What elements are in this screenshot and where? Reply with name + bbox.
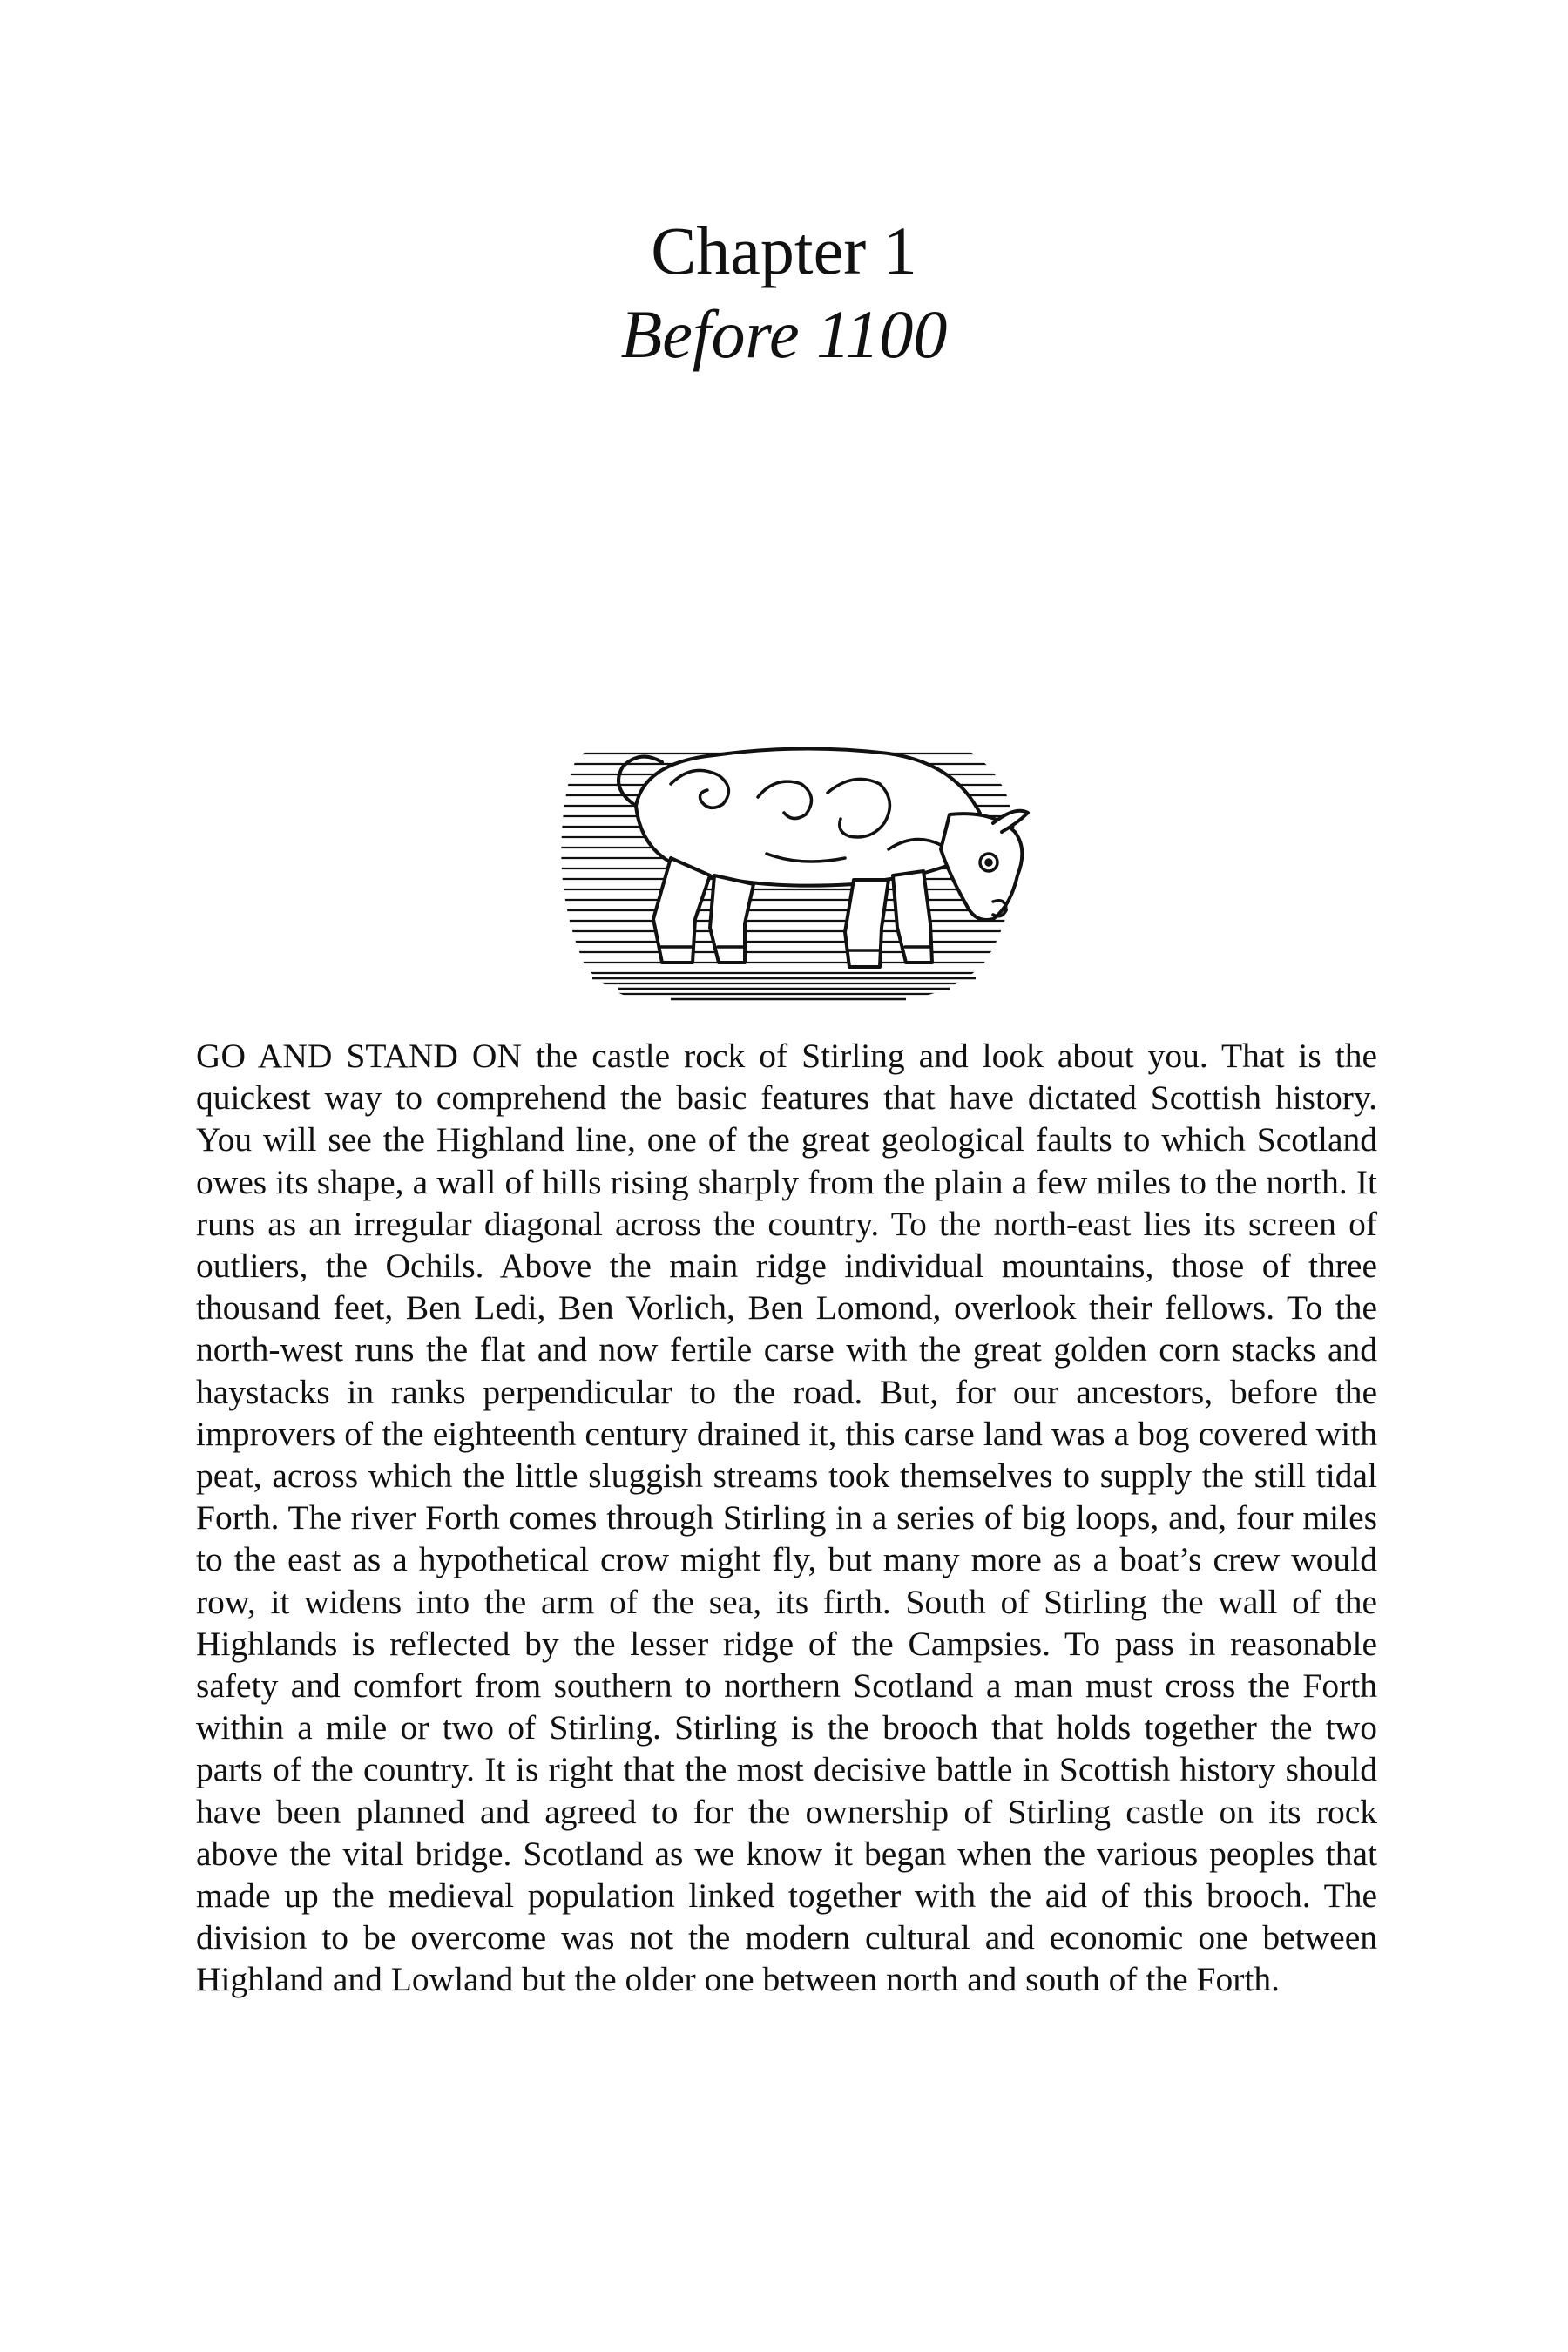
chapter-heading [0, 209, 1568, 376]
chapter-number: Chapter 1 [651, 213, 917, 288]
body-paragraph [196, 1035, 1377, 2001]
pictish-bull-engraving-icon [540, 701, 1037, 1015]
chapter-title: Before 1100 [620, 296, 948, 372]
paragraph-lead-in: GO AND STAND ON [196, 1037, 522, 1075]
paragraph-text: the castle rock of Stirling and look about you. That is the quickest way to comprehend the basic features that have dictated Scottish history. You will see the Highland line, one of the great geological faults to which Scotland owes its shape, a wall of hills rising sharply from the plain a few miles to the north. It runs as an irregular diagonal across the country. To the north-east lies its screen of outliers, the Ochils. Above the main ridge individual mountains, those of three thousand feet, Ben Ledi, Ben Vorlich, Ben Lomond, overlook their fellows. To the north-west runs the flat and now fertile carse with the great golden corn stacks and haystacks in ranks perpendicular to the road. But, for our ancestors, before the improvers of the eighteenth century drained it, this carse land was a bog covered with peat, across which the little sluggish streams took themselves to supply the still tidal Forth. The river Forth comes through Stirling in a series of big loops, and, four miles to the east as a hypothetical crow might fly, but many more as a boat’s crew would row, it widens into the arm of the sea, its firth. South of Stirling the wall of the Highlands is reflected by the lesser ridge of the Campsies. To pass in reasonable safety and comfort from southern to northern Scotland a man must cross the Forth within a mile or two of Stirling. Stirling is the brooch that holds together the two parts of the country. It is right that the most decisive battle in Scottish history should have been planned and agreed to for the ownership of Stirling castle on its rock above the vital bridge. Scotland as we know it began when the various peoples that made up the medieval population linked together with the aid of this brooch. The division to be overcome was not the modern cultural and economic one between Highland and Lowland but the older one between north and south of the Forth. [196, 1037, 1377, 1999]
